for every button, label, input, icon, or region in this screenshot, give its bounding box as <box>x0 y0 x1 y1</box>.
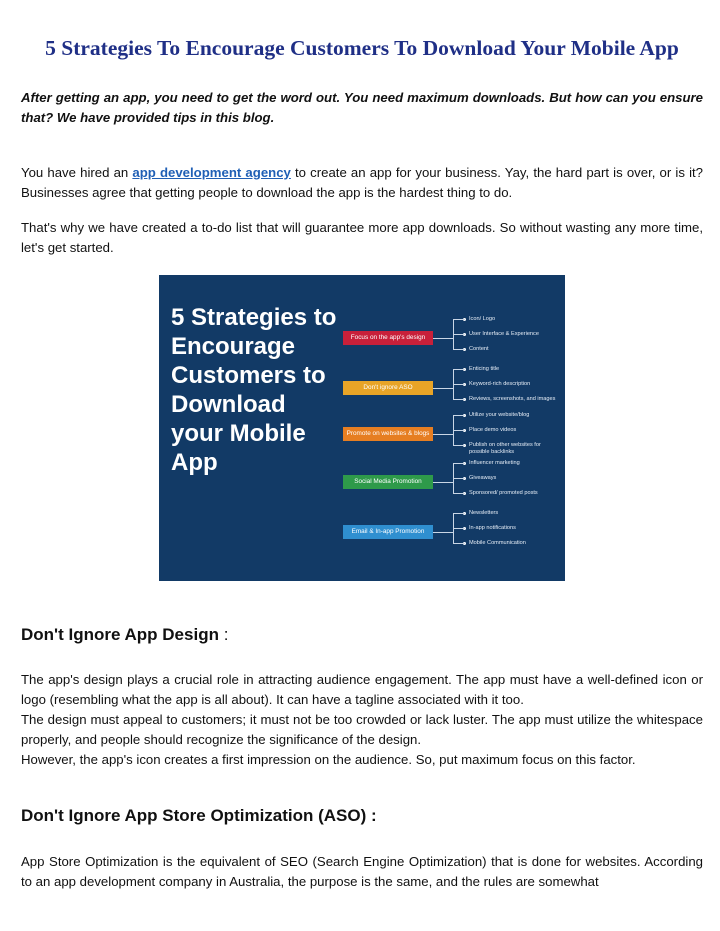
infographic-bullet-connector <box>453 463 465 464</box>
infographic-bullet-connector <box>453 384 465 385</box>
infographic-bullet-connector <box>453 430 465 431</box>
infographic-bullet-text: Mobile Communication <box>469 540 526 546</box>
infographic-connector <box>433 532 453 533</box>
section-heading-app-design-text: Don't Ignore App Design <box>21 625 219 644</box>
infographic-bullet <box>469 442 559 456</box>
infographic-bullet-text: Publish on other websites for possible backlinks <box>469 442 541 455</box>
infographic-bullet <box>469 396 559 403</box>
infographic-strategy-label: Focus on the app's design <box>343 331 433 345</box>
infographic-bullet <box>469 331 559 338</box>
paragraph-agency <box>21 163 703 203</box>
infographic-bullet <box>469 346 559 353</box>
infographic-bullet-text: Content <box>469 346 489 352</box>
infographic-bullet-connector <box>453 478 465 479</box>
section-app-design-body <box>21 670 703 770</box>
infographic-bullet <box>469 540 559 547</box>
infographic-bullet-connector <box>453 349 465 350</box>
infographic-bullet-text: Giveaways <box>469 475 497 481</box>
infographic-bullet <box>469 490 559 497</box>
infographic-bullet-text: Reviews, screenshots, and images <box>469 396 556 402</box>
infographic-strategy-label: Social Media Promotion <box>343 475 433 489</box>
infographic-bullet-text: Keyword-rich description <box>469 381 531 387</box>
app-design-paragraph-1: The app's design plays a crucial role in attracting audience engagement. The app must have a well-defined icon or logo (resembling what the app is all about). It can have a tagline associated with it too. <box>21 672 703 707</box>
infographic-bullet-connector <box>453 399 465 400</box>
infographic-bullet <box>469 412 559 419</box>
section-aso-body: App Store Optimization is the equivalent of SEO (Search Engine Optimization) that is done for websites. According to an app development company in Australia, the purpose is the same, and the rules are somewhat <box>21 854 703 889</box>
infographic-bullet <box>469 316 559 323</box>
section-heading-colon: : <box>218 625 229 644</box>
infographic-bullet <box>469 427 559 434</box>
infographic-connector <box>433 482 453 483</box>
strategies-infographic <box>159 275 565 581</box>
infographic-title: 5 Strategies to Encourage Customers to Download your Mobile App <box>171 304 337 476</box>
infographic-bullet-connector <box>453 513 465 514</box>
infographic-bullet-text: Enticing title <box>469 366 500 372</box>
page-title: 5 Strategies To Encourage Customers To Download Your Mobile App <box>45 36 679 60</box>
infographic-strategy-label: Promote on websites & blogs <box>343 427 433 441</box>
infographic-connector <box>433 434 453 435</box>
infographic-bullet <box>469 475 559 482</box>
infographic-strategy-label: Email & In-app Promotion <box>343 525 433 539</box>
infographic-bullet-text: Icon/ Logo <box>469 316 496 322</box>
infographic-bullet-text: Utilize your website/blog <box>469 412 530 418</box>
infographic-bullet-connector <box>453 334 465 335</box>
app-development-agency-link[interactable]: app development agency <box>132 165 291 180</box>
section-heading-aso: Don't Ignore App Store Optimization (ASO) : <box>21 806 377 825</box>
infographic-bullet-connector <box>453 445 465 446</box>
paragraph-agency-text-after: to create an app for your business. Yay, the hard part is over, or is it? Businesses agree that getting people to download the app is the hardest thing to do. <box>21 165 703 200</box>
infographic-bullet-text: User Interface & Experience <box>469 331 539 337</box>
intro-paragraph: After getting an app, you need to get the word out. You need maximum downloads. But how can you ensure that? We have provided tips in this blog. <box>21 90 703 125</box>
infographic-strategy-label: Don't ignore ASO <box>343 381 433 395</box>
infographic-bullet-text: Newsletters <box>469 510 499 516</box>
infographic-bullet-connector <box>453 543 465 544</box>
infographic-bullet <box>469 381 559 388</box>
infographic-bullet-text: Sponsored/ promoted posts <box>469 490 538 496</box>
infographic-bullet-connector <box>453 369 465 370</box>
app-design-paragraph-3: However, the app's icon creates a first impression on the audience. So, put maximum focus on this factor. <box>21 752 636 767</box>
infographic-bullet-connector <box>453 319 465 320</box>
infographic-bullet-text: Influencer marketing <box>469 460 520 466</box>
infographic-connector <box>433 338 453 339</box>
infographic-bullet-connector <box>453 528 465 529</box>
app-design-paragraph-2: The design must appeal to customers; it must not be too crowded or lack luster. The app must utilize the whitespace properly, and people should recognize the significance of the design. <box>21 712 703 747</box>
infographic-bullet <box>469 525 559 532</box>
paragraph-agency-text-before: You have hired an <box>21 165 133 180</box>
infographic-bullet-connector <box>453 415 465 416</box>
infographic-connector <box>433 388 453 389</box>
infographic-bullet <box>469 460 559 467</box>
section-heading-app-design <box>21 625 228 645</box>
infographic-bullet <box>469 366 559 373</box>
infographic-bullet-connector <box>453 493 465 494</box>
infographic-bullet <box>469 510 559 517</box>
infographic-bullet-text: Place demo videos <box>469 427 517 433</box>
infographic-bullet-text: In-app notifications <box>469 525 516 531</box>
paragraph-todo: That's why we have created a to-do list that will guarantee more app downloads. So without wasting any more time, let's get started. <box>21 220 703 255</box>
